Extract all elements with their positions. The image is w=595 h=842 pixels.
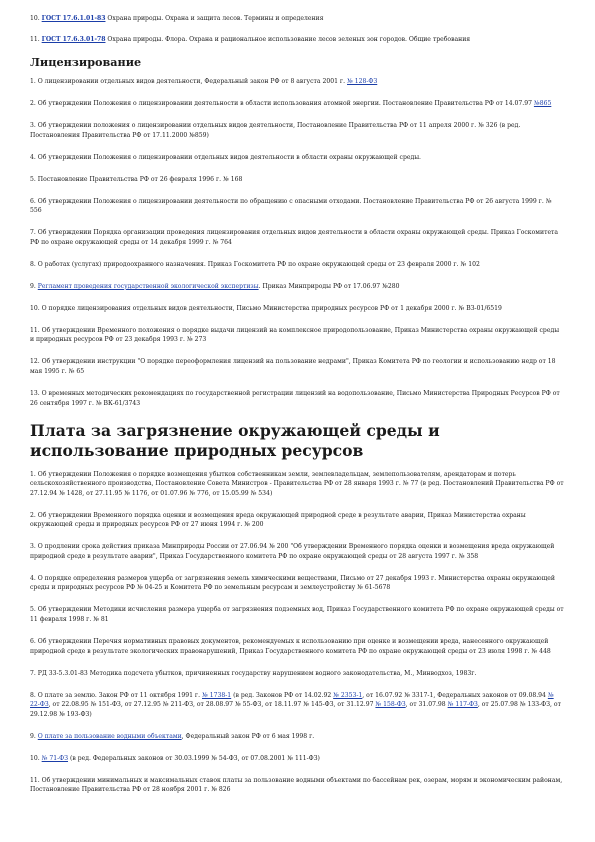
list-item	[30, 175, 565, 185]
item-text: 13. О временных методических рекомендациях по государственной регистрации лицензий на водопользование, Письмо Министерства Природных Ресурсов РФ от 26 сентября 1997 г. № ВК-61/3743	[30, 389, 560, 407]
licensing-list	[30, 77, 565, 408]
document-link[interactable]: № 1738-1	[202, 691, 232, 699]
gost-link[interactable]: ГОСТ 17.6.3.01-78	[41, 35, 106, 43]
item-text: 12. Об утверждении инструкции "О порядке переоформления лицензий на пользование недрами", Приказ Комитета РФ по геологии и использованию недр от 18 мая 1995 г. № 65	[30, 358, 556, 375]
list-item: 11. ГОСТ 17.6.3.01-78 Охрана природы. Флора. Охрана и рациональное использование лесов зеленых зон городов. Общие требования	[30, 35, 471, 43]
item-text: , от 25.07.98 № 133-ФЗ, от 29.12.98 № 193-ФЗ)	[30, 701, 561, 718]
document-link[interactable]: № 71-ФЗ	[41, 754, 69, 762]
item-text: 4. Об утверждении Положения о лицензировании отдельных видов деятельности в области охраны окружающей среды.	[30, 153, 421, 161]
document-link[interactable]: № 128-ФЗ	[347, 78, 378, 86]
item-text: . Приказ Минприроды РФ от 17.06.97 №280	[258, 282, 400, 290]
list-item	[30, 197, 565, 216]
list-item	[30, 282, 565, 292]
list-item	[30, 754, 565, 764]
item-text: 1. Об утверждении Положения о порядке возмещения убытков собственникам земли, землевладельцам, землепользователям, арендаторам и потерь сельскохозяйственного производства, Постановление Совета Министров - Правительства РФ от 28 января 1993 г. № 77 (в ред. Постановлений Правительства РФ от 27.12.94 № 1428, от 27.11.95 № 1176, от 01.07.96 № 776, от 15.05.99 № 534)	[30, 470, 564, 497]
item-text: 3. О продлении срока действия приказа Минприроды России от 27.06.94 № 200 "Об утверждении Временного порядка оценки и возмещения вреда окружающей природной среде в результате аварии", Приказ Государственного комитета РФ по охране окружающей среды от 28 августа 1997 г. № 358	[30, 543, 555, 560]
item-text: (в ред. Законов РФ от 14.02.92	[231, 691, 334, 699]
item-text: 4. О порядке определения размеров ущерба от загрязнения земель химическими веществами, Письмо от 27 декабря 1993 г. Министерства охраны окружающей среды и природных ресурсов РФ № 04-25 и Комитета РФ по земельным ресурсам и землеустройству № 61-5678	[30, 574, 555, 592]
item-text: 9.	[30, 282, 38, 290]
section-heading-payment: Плата за загрязнение окружающей среды и использование природных ресурсов	[30, 420, 440, 460]
item-text: 10. О порядке лицензирования отдельных видов деятельности, Письмо Министерства природных ресурсов РФ от 1 декабря 2000 г. № ВЗ-01/6519	[30, 304, 502, 312]
item-text: 11. Об утверждении Временного положения о порядке выдачи лицензий на комплексное природопользование, Приказ Министерства охраны окружающей среды и природных ресурсов РФ от 23 декабря 1993 г. № 273	[30, 326, 560, 344]
section-heading-licensing: Лицензирование	[30, 55, 142, 70]
list-item	[30, 153, 565, 163]
document-link[interactable]: № 22-ФЗ	[30, 691, 554, 709]
list-item	[30, 357, 565, 376]
item-text: 6. Об утверждении Перечня нормативных правовых документов, рекомендуемых к использованию при оценке и возмещении вреда, нанесенного окружающей природной среде в результате экологических правонарушений, Приказ Государственного комитета РФ по охране окружающей среды от 23 июля 1998 г. № 448	[30, 638, 551, 655]
document-link[interactable]: № 117-ФЗ	[447, 701, 478, 709]
item-text: 1. О лицензировании отдельных видов деятельности, Федеральный закон РФ от 8 августа 2001 г.	[30, 78, 347, 86]
item-text: 8. О плате за землю. Закон РФ от 11 октября 1991 г.	[30, 691, 203, 699]
list-item	[30, 776, 565, 795]
document-link[interactable]: № 2353-1	[333, 691, 363, 699]
list-item: 10. ГОСТ 17.6.1.01-83 Охрана природы. Охрана и защита лесов. Термины и определения	[30, 15, 324, 22]
list-item	[30, 228, 565, 247]
item-text: , Федеральный закон РФ от 6 мая 1998 г.	[181, 732, 315, 740]
item-text: 5. Постановление Правительства РФ от 26 февраля 1996 г. № 168	[30, 175, 243, 183]
gost-link[interactable]: ГОСТ 17.6.1.01-83	[41, 15, 106, 22]
payment-list	[30, 470, 565, 795]
list-item	[30, 574, 565, 593]
document-link[interactable]: № 158-ФЗ	[375, 701, 406, 709]
document-link[interactable]: О плате за пользование водными объектами	[37, 732, 182, 740]
item-text: 7. РД 33-5.3.01-83 Методика подсчета убытков, причиненных государству нарушением водного законодательства, М., Минводхоз, 1983г.	[30, 669, 477, 677]
item-text: , от 31.07.98	[405, 701, 448, 709]
list-item	[30, 304, 565, 314]
item-text: 11. Об утверждении минимальных и максимальных ставок платы за пользование водными объектами по бассейнам рек, озерам, морям и экономическим районам, Постановление Правительства РФ от 28 ноября 2001 г. № 826	[30, 776, 563, 794]
item-text: 5. Об утверждении Методики исчисления размера ущерба от загрязнения подземных вод, Приказ Государственного комитета РФ по охране окружающей среды от 11 февраля 1998 г. № 81	[30, 606, 564, 624]
list-item	[30, 605, 565, 624]
item-text: 2. Об утверждении Временного порядка оценки и возмещения вреда окружающей природной среде в результате аварии, Приказ Министерства охраны окружающей среды и природных ресурсов РФ от 27 июня 1994 г. № 200	[30, 511, 526, 529]
document-link[interactable]: Регламент проведения государственной экологической экспертизы	[37, 282, 259, 290]
list-item	[30, 326, 565, 345]
document-link[interactable]: №865	[533, 100, 552, 108]
list-item	[30, 389, 565, 408]
list-item	[30, 542, 565, 561]
list-item	[30, 260, 565, 270]
list-item	[30, 637, 565, 656]
item-text: , от 22.08.95 № 151-ФЗ, от 27.12.95 № 211-ФЗ, от 28.08.97 № 55-ФЗ, от 18.11.97 № 145-ФЗ, от 31.12.97	[48, 701, 376, 709]
list-item	[30, 691, 565, 720]
item-text: 3. Об утверждении положения о лицензировании отдельных видов деятельности, Постановление Правительства РФ от 11 апреля 2000 г. № 326 (в ред. Постановления Правительства РФ от 17.11.2000 №859)	[30, 122, 521, 139]
item-text: 9.	[30, 732, 38, 740]
item-text: 8. О работах (услугах) природоохранного назначения. Приказ Госкомитета РФ по охране окружающей среды от 23 февраля 2000 г. № 102	[30, 260, 480, 268]
list-item	[30, 470, 565, 499]
item-text: 2. Об утверждении Положения о лицензировании деятельности в области использования атомной энергии. Постановление Правительства РФ от 14.07.97	[30, 100, 534, 108]
item-text: 6. Об утверждении Положения о лицензировании деятельности по обращению с опасными отходами. Постановление Правительства РФ от 26 августа 1999 г. № 556	[30, 197, 552, 215]
item-text: 10.	[30, 754, 42, 762]
item-text: , от 16.07.92 № 3317-1, Федеральных законов от 09.08.94	[362, 691, 548, 699]
item-text: (в ред. Федеральных законов от 30.03.1999 № 54-ФЗ, от 07.08.2001 № 111-ФЗ)	[68, 754, 320, 762]
list-item	[30, 99, 565, 109]
list-item	[30, 121, 565, 140]
item-text: 7. Об утверждении Порядка организации проведения лицензирования отдельных видов деятельности в области охраны окружающей среды. Приказ Госкомитета РФ по охране окружающей среды от 14 декабря 1999 г. № 764	[30, 229, 559, 246]
list-item	[30, 732, 565, 742]
list-item	[30, 77, 565, 87]
list-item	[30, 669, 565, 679]
list-item	[30, 511, 565, 530]
